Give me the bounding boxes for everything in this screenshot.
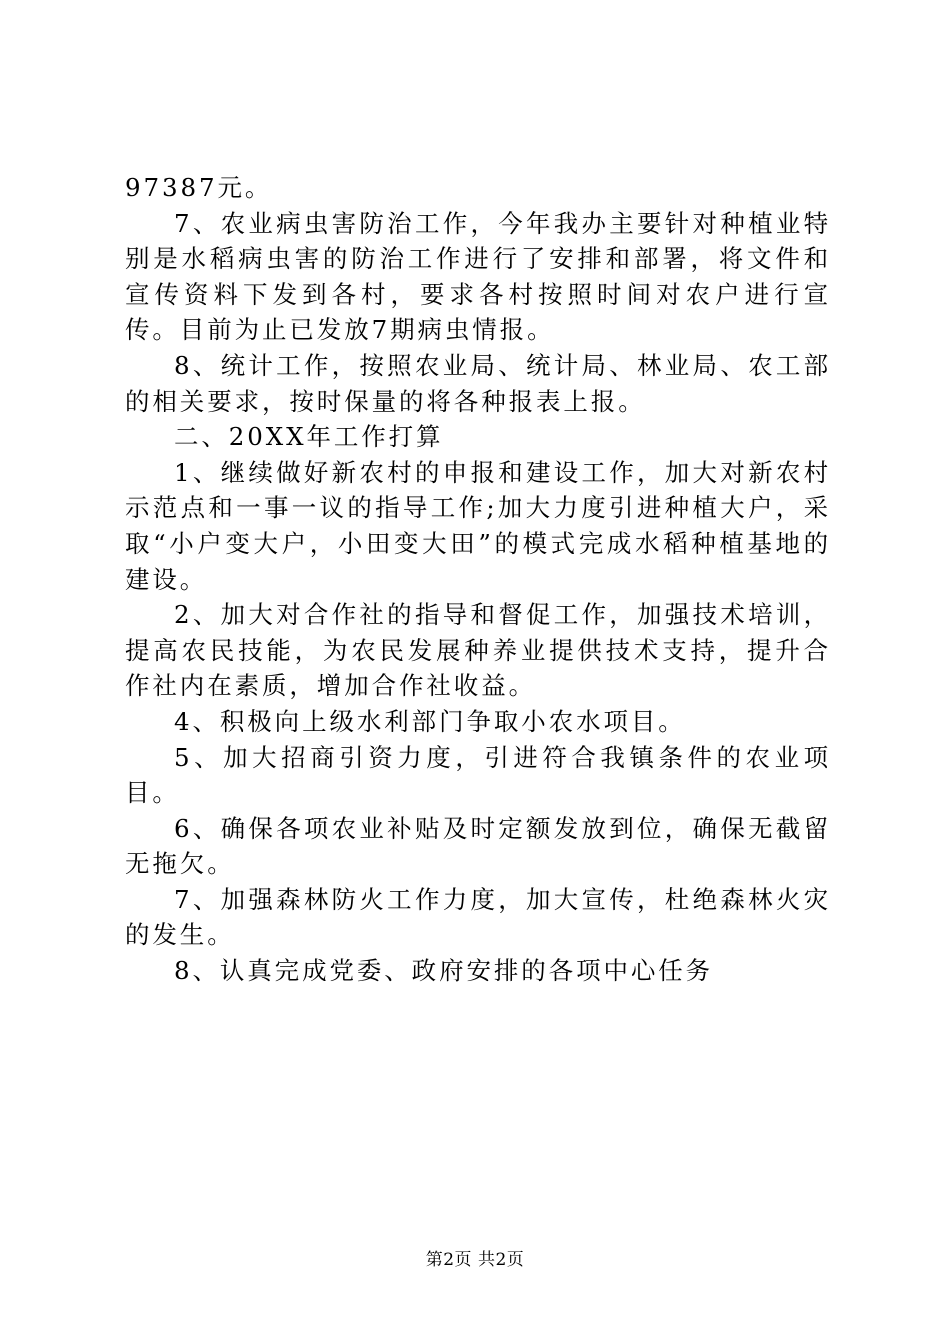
paragraph-plan-item-6: 6、确保各项农业补贴及时定额发放到位，确保无截留无拖欠。 — [125, 813, 831, 879]
page-number-footer: 第2页 共2页 — [425, 1250, 525, 1270]
paragraph-pest-control: 7、农业病虫害防治工作，今年我办主要针对种植业特别是水稻病虫害的防治工作进行了安排和部署，将文件和宣传资料下发到各村，要求各村按照时间对农户进行宣传。目前为止已发放7期病虫情报。 — [125, 208, 831, 345]
section-heading-work-plan: 二、20XX年工作打算 — [174, 422, 444, 452]
paragraph-plan-item-1: 1、继续做好新农村的申报和建设工作，加大对新农村示范点和一事一议的指导工作;加大力度引进种植大户，采取“小户变大户，小田变大田”的模式完成水稻种植基地的建设。 — [125, 457, 831, 594]
paragraph-plan-item-8: 8、认真完成党委、政府安排的各项中心任务 — [174, 956, 714, 986]
paragraph-statistics: 8、统计工作，按照农业局、统计局、林业局、农工部的相关要求，按时保量的将各种报表上报。 — [125, 350, 831, 416]
paragraph-plan-item-7: 7、加强森林防火工作力度，加大宣传，杜绝森林火灾的发生。 — [125, 884, 831, 950]
document-body — [125, 170, 831, 989]
paragraph-plan-item-5: 5、加大招商引资力度，引进符合我镇条件的农业项目。 — [125, 742, 831, 808]
paragraph-plan-item-4: 4、积极向上级水利部门争取小农水项目。 — [174, 706, 686, 736]
paragraph-plan-item-2: 2、加大对合作社的指导和督促工作，加强技术培训，提高农民技能，为农民发展种养业提供技术支持，提升合作社内在素质，增加合作社收益。 — [125, 600, 831, 701]
paragraph-amount-continuation: 97387元。 — [125, 173, 273, 202]
